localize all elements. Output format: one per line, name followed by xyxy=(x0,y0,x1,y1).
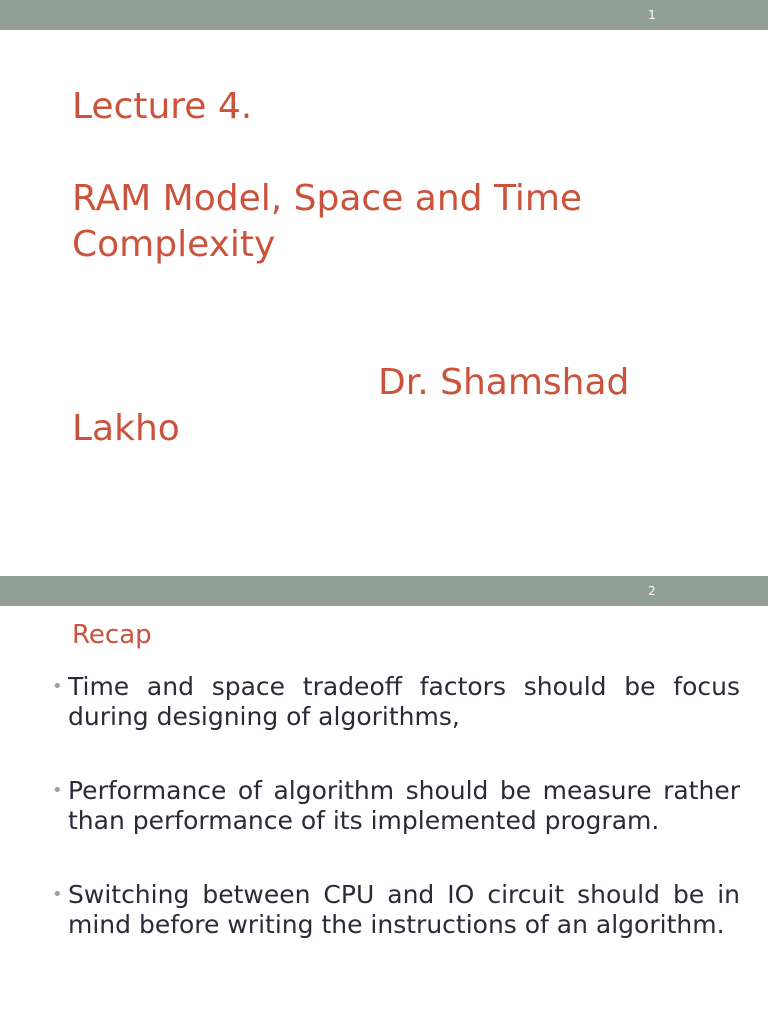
slide-number: 1 xyxy=(648,8,656,22)
title-block xyxy=(72,84,712,452)
bullet-item xyxy=(50,672,740,732)
author-name-line-1: Dr. Shamshad xyxy=(378,362,630,403)
slide-number: 2 xyxy=(648,584,656,598)
bullet-text: Performance of algorithm should be measure rather than performance of its implemented program. xyxy=(68,776,740,835)
bullet-text: Switching between CPU and IO circuit should be in mind before writing the instructions of an algorithm. xyxy=(68,880,740,939)
author-name-line-2: Lakho xyxy=(72,408,180,449)
bullet-item xyxy=(50,880,740,940)
bullet-dot-icon: • xyxy=(52,884,63,905)
bullet-dot-icon: • xyxy=(52,676,63,697)
lecture-subtitle-line-2: Complexity xyxy=(72,224,276,265)
slide-2 xyxy=(0,576,768,1024)
lecture-subtitle-line-1: RAM Model, Space and Time xyxy=(72,178,583,219)
recap-bullet-list xyxy=(50,672,740,984)
bullet-item xyxy=(50,776,740,836)
bullet-dot-icon: • xyxy=(52,780,63,801)
bullet-text: Time and space tradeoff factors should be focus during designing of algorithms, xyxy=(68,672,740,731)
lecture-title: Lecture 4. xyxy=(72,86,253,127)
recap-heading: Recap xyxy=(72,620,152,650)
